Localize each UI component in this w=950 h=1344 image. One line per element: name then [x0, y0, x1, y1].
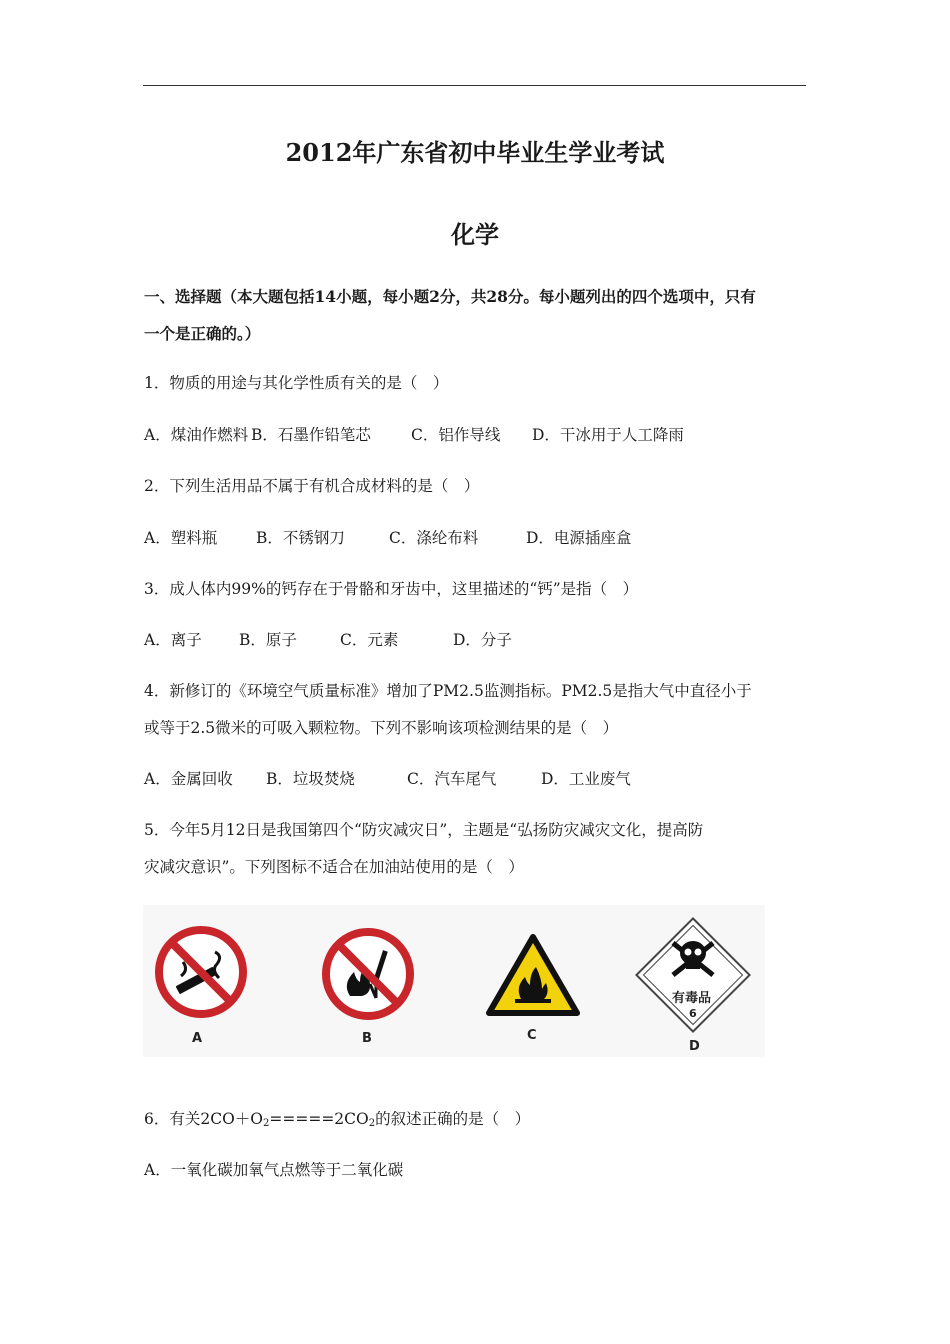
sign-label-a: A — [192, 1031, 203, 1046]
option-a: A．煤油作燃料 — [144, 426, 249, 444]
header-rule — [143, 85, 806, 86]
question-3-options — [144, 630, 512, 650]
question-5-stem-line2: 灾减灾意识”。下列图标不适合在加油站使用的是（ ） — [144, 858, 524, 876]
sign-label-c: C — [527, 1028, 537, 1043]
toxic-substance-sign — [631, 913, 755, 1037]
option-c: C．元素 — [340, 631, 399, 649]
question-4-options — [144, 769, 631, 789]
question-5-stem-line1: 5．今年5月12日是我国第四个“防灾减灾日”，主题是“弘扬防灾减灾文化，提高防 — [144, 821, 704, 839]
question-2-options — [144, 528, 631, 548]
option-c: C．汽车尾气 — [407, 770, 497, 788]
section-heading-line2: 一个是正确的。） — [144, 324, 261, 343]
q6-sub-o2: 2 — [263, 1118, 270, 1129]
no-open-flame-icon — [320, 926, 416, 1022]
option-d: D．工业废气 — [541, 770, 631, 788]
option-b: B．不锈钢刀 — [256, 529, 345, 547]
option-a: A．金属回收 — [144, 770, 233, 788]
subject-title: 化学 — [451, 220, 499, 249]
q6-suffix: 的叙述正确的是（ ） — [375, 1110, 531, 1128]
question-2-stem: 2．下列生活用品不属于有机合成材料的是（ ） — [144, 477, 480, 495]
question-6-option-a: A．一氧化碳加氧气点燃等于二氧化碳 — [144, 1161, 404, 1179]
sign-label-b: B — [362, 1031, 372, 1046]
option-c: C．涤纶布料 — [389, 529, 479, 547]
toxic-class: 6 — [689, 1007, 697, 1020]
question-3-stem: 3．成人体内99%的钙存在于骨骼和牙齿中，这里描述的“钙”是指（ ） — [144, 580, 639, 598]
option-b: B．垃圾焚烧 — [266, 770, 355, 788]
exam-title: 2012年广东省初中毕业生学业考试 — [285, 138, 665, 167]
flammable-warning-icon — [485, 933, 581, 1019]
question-4-stem-line1: 4．新修订的《环境空气质量标准》增加了PM2.5监测指标。PM2.5是指大气中直径小于 — [144, 682, 752, 700]
option-c: C．铝作导线 — [411, 426, 501, 444]
question-4-stem-line2: 或等于2.5微米的可吸入颗粒物。下列不影响该项检测结果的是（ ） — [144, 719, 619, 737]
q6-sub-co2: 2 — [368, 1118, 376, 1129]
option-b: B．原子 — [239, 631, 297, 649]
q6-prefix: 6．有关2CO＋O — [144, 1110, 263, 1128]
safety-signs-figure — [143, 905, 765, 1057]
option-a: A．离子 — [144, 631, 202, 649]
option-b: B．石墨作铅笔芯 — [251, 426, 371, 444]
question-1-stem: 1．物质的用途与其化学性质有关的是（ ） — [144, 374, 449, 392]
section-heading-line1: 一、选择题（本大题包括14小题，每小题2分，共28分。每小题列出的四个选项中，只有 — [144, 287, 756, 306]
option-d: D．分子 — [453, 631, 512, 649]
q6-equation: =====2CO — [269, 1110, 369, 1128]
option-d: D．电源插座盒 — [526, 529, 632, 547]
question-1-options — [144, 425, 684, 445]
question-6-stem — [144, 1109, 530, 1134]
option-d: D．干冰用于人工降雨 — [532, 426, 684, 444]
no-smoking-icon — [153, 924, 249, 1020]
toxic-text: 有毒品 — [672, 991, 712, 1006]
sign-label-d: D — [689, 1039, 700, 1054]
option-a: A．塑料瓶 — [144, 529, 218, 547]
